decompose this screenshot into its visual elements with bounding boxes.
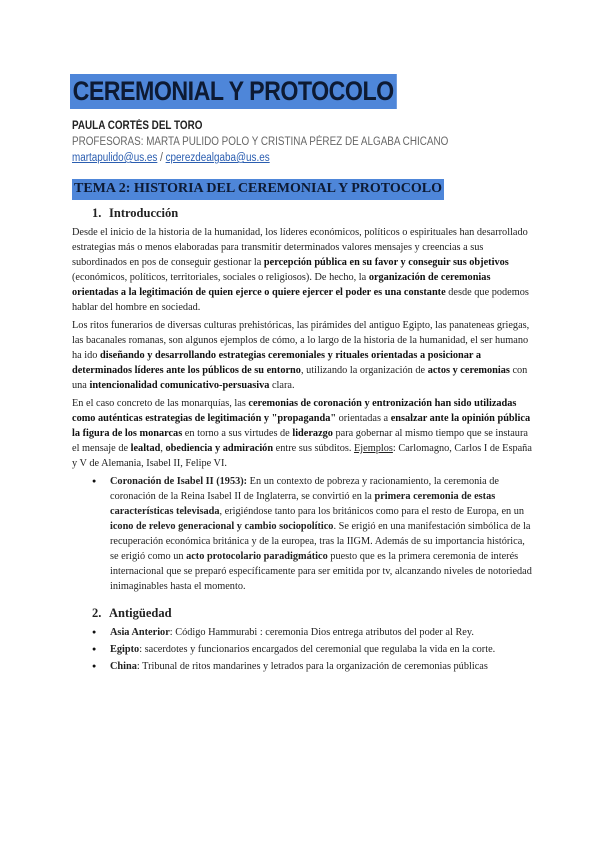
email-separator: /: [157, 152, 166, 164]
email-link-pulido[interactable]: martapulido@us.es: [72, 152, 158, 164]
section-title: TEMA 2: HISTORIA DEL CEREMONIAL Y PROTOCOLO: [72, 179, 444, 200]
list-item: ● Egipto: sacerdotes y funcionarios encargados del ceremonial que regulaba la vida en la corte.: [72, 642, 532, 657]
document-body: [72, 206, 532, 676]
paragraph-1: Desde el inicio de la historia de la humanidad, los líderes económicos, políticos o espirituales han desarrollado estrategias más o menos elaboradas para transmitir determinados valores mensajes y creencias a sus subordinados en pos de conseguir gestionar la percepción pública en su favor y conseguir sus objetivos (económicos, políticos, territoriales, sociales o religiosos). De hecho, la organización de ceremonias orientadas a la legitimación de quien ejerce o quiere ejercer el poder es una constante desde que podemos hablar del hombre en sociedad.: [72, 227, 529, 313]
email-link-algaba[interactable]: cperezdealgaba@us.es: [165, 152, 270, 164]
heading-antiguedad: [92, 606, 532, 621]
heading-number: 1.: [92, 206, 102, 220]
paragraph-2: Los ritos funerarios de diversas culturas prehistóricas, las pirámides del antiguo Egipto, las panateneas griegas, las bacanales romanas, son algunos ejemplos de cómo, a lo largo de la historia de la humanidad, el ser humano ha ido diseñando y desarrollando estrategias ceremoniales y rituales orientadas a posicionar a determinados líderes ante los públicos de su entorno, utilizando la organización de actos y ceremonias con una intencionalidad comunicativo-persuasiva clara.: [72, 320, 530, 391]
heading-number: 2.: [92, 606, 102, 620]
examples-label: Ejemplos: [354, 443, 393, 454]
heading-introduccion: [92, 206, 532, 221]
antiquity-list: [72, 625, 532, 674]
document-title: CEREMONIAL Y PROTOCOLO: [70, 74, 397, 109]
list-item: ● Asia Anterior: Código Hammurabi : ceremonia Dios entrega atributos del poder al Rey.: [72, 625, 532, 640]
list-item: ● China: Tribunal de ritos mandarines y letrados para la organización de ceremonias públicas: [72, 659, 532, 674]
heading-text: Introducción: [109, 206, 179, 220]
emails-line: [72, 152, 270, 164]
intro-bullet-list: [72, 474, 532, 594]
heading-text: Antigüedad: [109, 606, 172, 620]
teachers-line: PROFESORAS: MARTA PULIDO POLO Y CRISTINA PÉREZ DE ALGABA CHICANO: [72, 136, 449, 148]
author-name: PAULA CORTÉS DEL TORO: [72, 120, 203, 132]
list-item: ● Coronación de Isabel II (1953): En un contexto de pobreza y racionamiento, la ceremonia de coronación de la Reina Isabel II de Inglaterra, se convirtió en la primera ceremonia de estas características televisada, erigiéndose tanto para los británicos como para el resto de Europa, en un icono de relevo generacional y cambio sociopolítico. Se erigió en una manifestación simbólica de la recuperación económica británica y de la europea, tras la IIGM. Además de su importancia histórica, se erigió como un acto protocolario paradigmático puesto que es la primera ceremonia de interés internacional que se preparó específicamente para ser emitida por tv, alcanzando niveles de notoriedad inimaginables hasta el momento.: [72, 474, 532, 594]
paragraph-3: En el caso concreto de las monarquías, las ceremonias de coronación y entronización han sido utilizadas como auténticas estrategias de legitimación y "propaganda" orientadas a ensalzar ante la opinión pública la figura de los monarcas en torno a sus virtudes de liderazgo para gobernar al mismo tiempo que se instaura el mensaje de lealtad, obediencia y admiración entre sus súbditos. Ejemplos: Carlomagno, Carlos I de España y V de Alemania, Isabel II, Felipe VI.: [72, 398, 532, 469]
